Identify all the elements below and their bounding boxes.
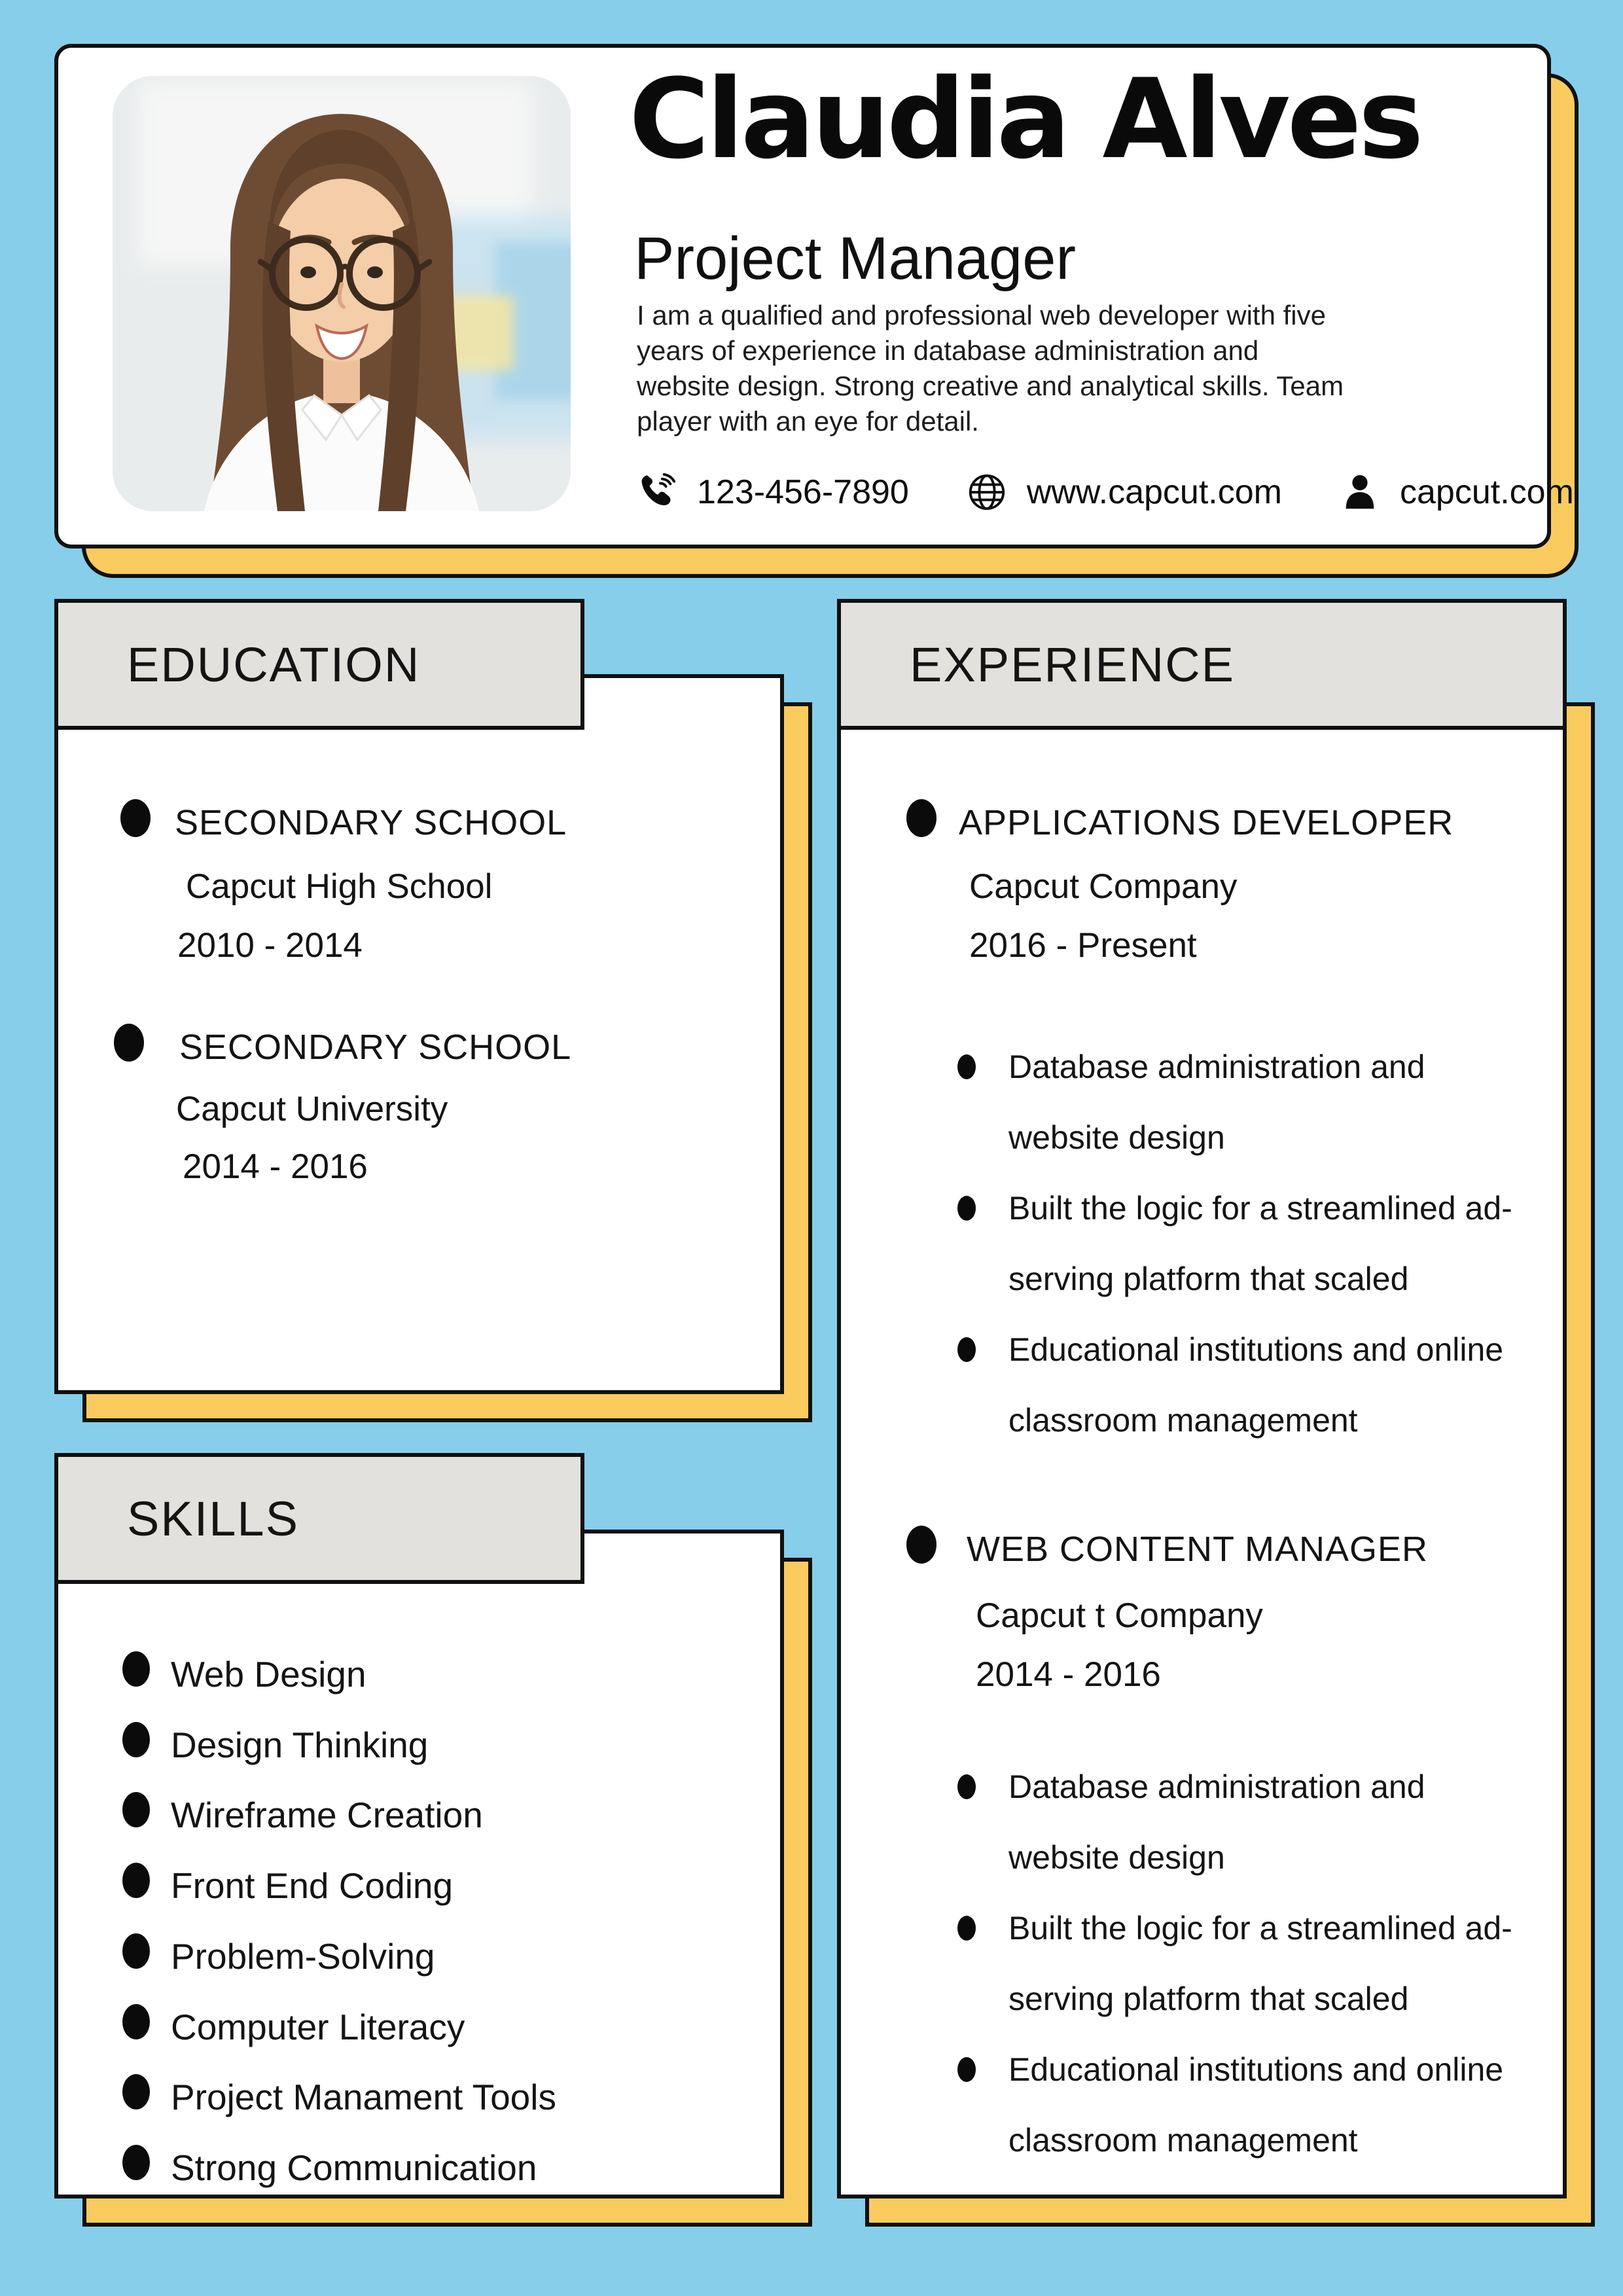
sub-bullet-icon (957, 1774, 976, 1799)
sub-bullet-icon (957, 2057, 976, 2082)
bullet-icon (122, 1651, 150, 1687)
experience-company: Capcut Company (969, 867, 1238, 906)
experience-section-label (837, 599, 1567, 730)
experience-years: 2014 - 2016 (976, 1655, 1161, 1694)
profile-photo (113, 76, 571, 511)
bullet-icon (122, 2074, 150, 2109)
summary-paragraph (637, 298, 1344, 439)
bullet-icon (122, 2004, 150, 2039)
skills-section-label (54, 1453, 584, 1584)
skill-item: Problem-Solving (171, 1936, 435, 1977)
education-years: 2010 - 2014 (177, 926, 363, 965)
portrait-illustration (113, 76, 571, 511)
experience-card (837, 674, 1567, 2198)
summary-line: website design. Strong creative and analytical skills. Team (637, 370, 1344, 401)
bullet-icon (122, 1863, 150, 1898)
bullet-icon (122, 1792, 150, 1827)
globe-icon (967, 472, 1007, 512)
bullet-icon (906, 799, 936, 837)
contact-item-phone (637, 472, 909, 512)
experience-role: WEB CONTENT MANAGER (967, 1530, 1429, 1569)
skill-item: Wireframe Creation (171, 1795, 483, 1835)
education-years: 2014 - 2016 (183, 1147, 368, 1186)
contact-value-phone: 123-456-7890 (697, 473, 909, 511)
experience-detail: Educational institutions and online (1008, 1331, 1504, 1368)
contact-item-website (967, 472, 1282, 512)
experience-detail: classroom management (1008, 1402, 1358, 1439)
education-school: Capcut University (176, 1090, 448, 1128)
skill-item: Front End Coding (171, 1865, 454, 1906)
skill-item: Web Design (171, 1654, 366, 1695)
sub-bullet-icon (957, 1054, 976, 1079)
skill-item: Strong Communication (171, 2147, 537, 2188)
bullet-icon (114, 1024, 144, 1062)
summary-line: years of experience in database administration and (637, 335, 1259, 366)
summary-line: player with an eye for detail. (637, 406, 979, 437)
contact-value-website: www.capcut.com (1026, 473, 1282, 511)
contact-row (637, 472, 1574, 512)
experience-company: Capcut t Company (976, 1596, 1263, 1635)
header-card (54, 44, 1574, 548)
experience-detail: website design (1008, 1119, 1225, 1156)
bullet-icon (906, 1526, 936, 1564)
education-card (54, 674, 784, 1394)
education-heading: EDUCATION (127, 637, 421, 692)
user-icon (1340, 472, 1380, 512)
education-program: SECONDARY SCHOOL (179, 1028, 572, 1067)
education-program: SECONDARY SCHOOL (175, 803, 567, 842)
skill-item: Project Manament Tools (171, 2077, 556, 2117)
experience-detail: serving platform that scaled (1008, 1981, 1409, 2017)
bullet-icon (120, 799, 151, 837)
experience-detail: Built the logic for a streamlined ad- (1008, 1910, 1512, 1946)
education-section-label (54, 599, 584, 730)
contact-item-email (1340, 472, 1574, 512)
bullet-icon (122, 1933, 150, 1969)
bullet-icon (122, 2145, 150, 2180)
experience-detail: Database administration and (1008, 1768, 1425, 1805)
sub-bullet-icon (957, 1916, 976, 1941)
experience-detail: classroom management (1008, 2122, 1358, 2159)
skills-card (54, 1530, 784, 2198)
person-title: Project Manager (634, 225, 1076, 292)
skill-item: Computer Literacy (171, 2007, 465, 2047)
phone-icon (637, 472, 677, 512)
experience-detail: website design (1008, 1839, 1225, 1876)
contact-value-email: capcut.com (1399, 473, 1574, 511)
experience-detail: Database administration and (1008, 1049, 1425, 1085)
experience-role: APPLICATIONS DEVELOPER (959, 803, 1454, 842)
education-school: Capcut High School (186, 867, 493, 906)
experience-detail: Built the logic for a streamlined ad- (1008, 1190, 1512, 1227)
skill-item: Design Thinking (171, 1725, 429, 1765)
experience-detail: serving platform that scaled (1008, 1261, 1409, 1297)
experience-heading: EXPERIENCE (910, 637, 1236, 692)
experience-years: 2016 - Present (969, 926, 1197, 965)
sub-bullet-icon (957, 1196, 976, 1221)
skills-heading: SKILLS (127, 1491, 299, 1546)
experience-detail: Educational institutions and online (1008, 2051, 1504, 2088)
bullet-icon (122, 1722, 150, 1757)
person-name: Claudia Alves (629, 55, 1421, 183)
summary-line: I am a qualified and professional web developer with five (637, 300, 1326, 331)
sub-bullet-icon (957, 1337, 976, 1362)
